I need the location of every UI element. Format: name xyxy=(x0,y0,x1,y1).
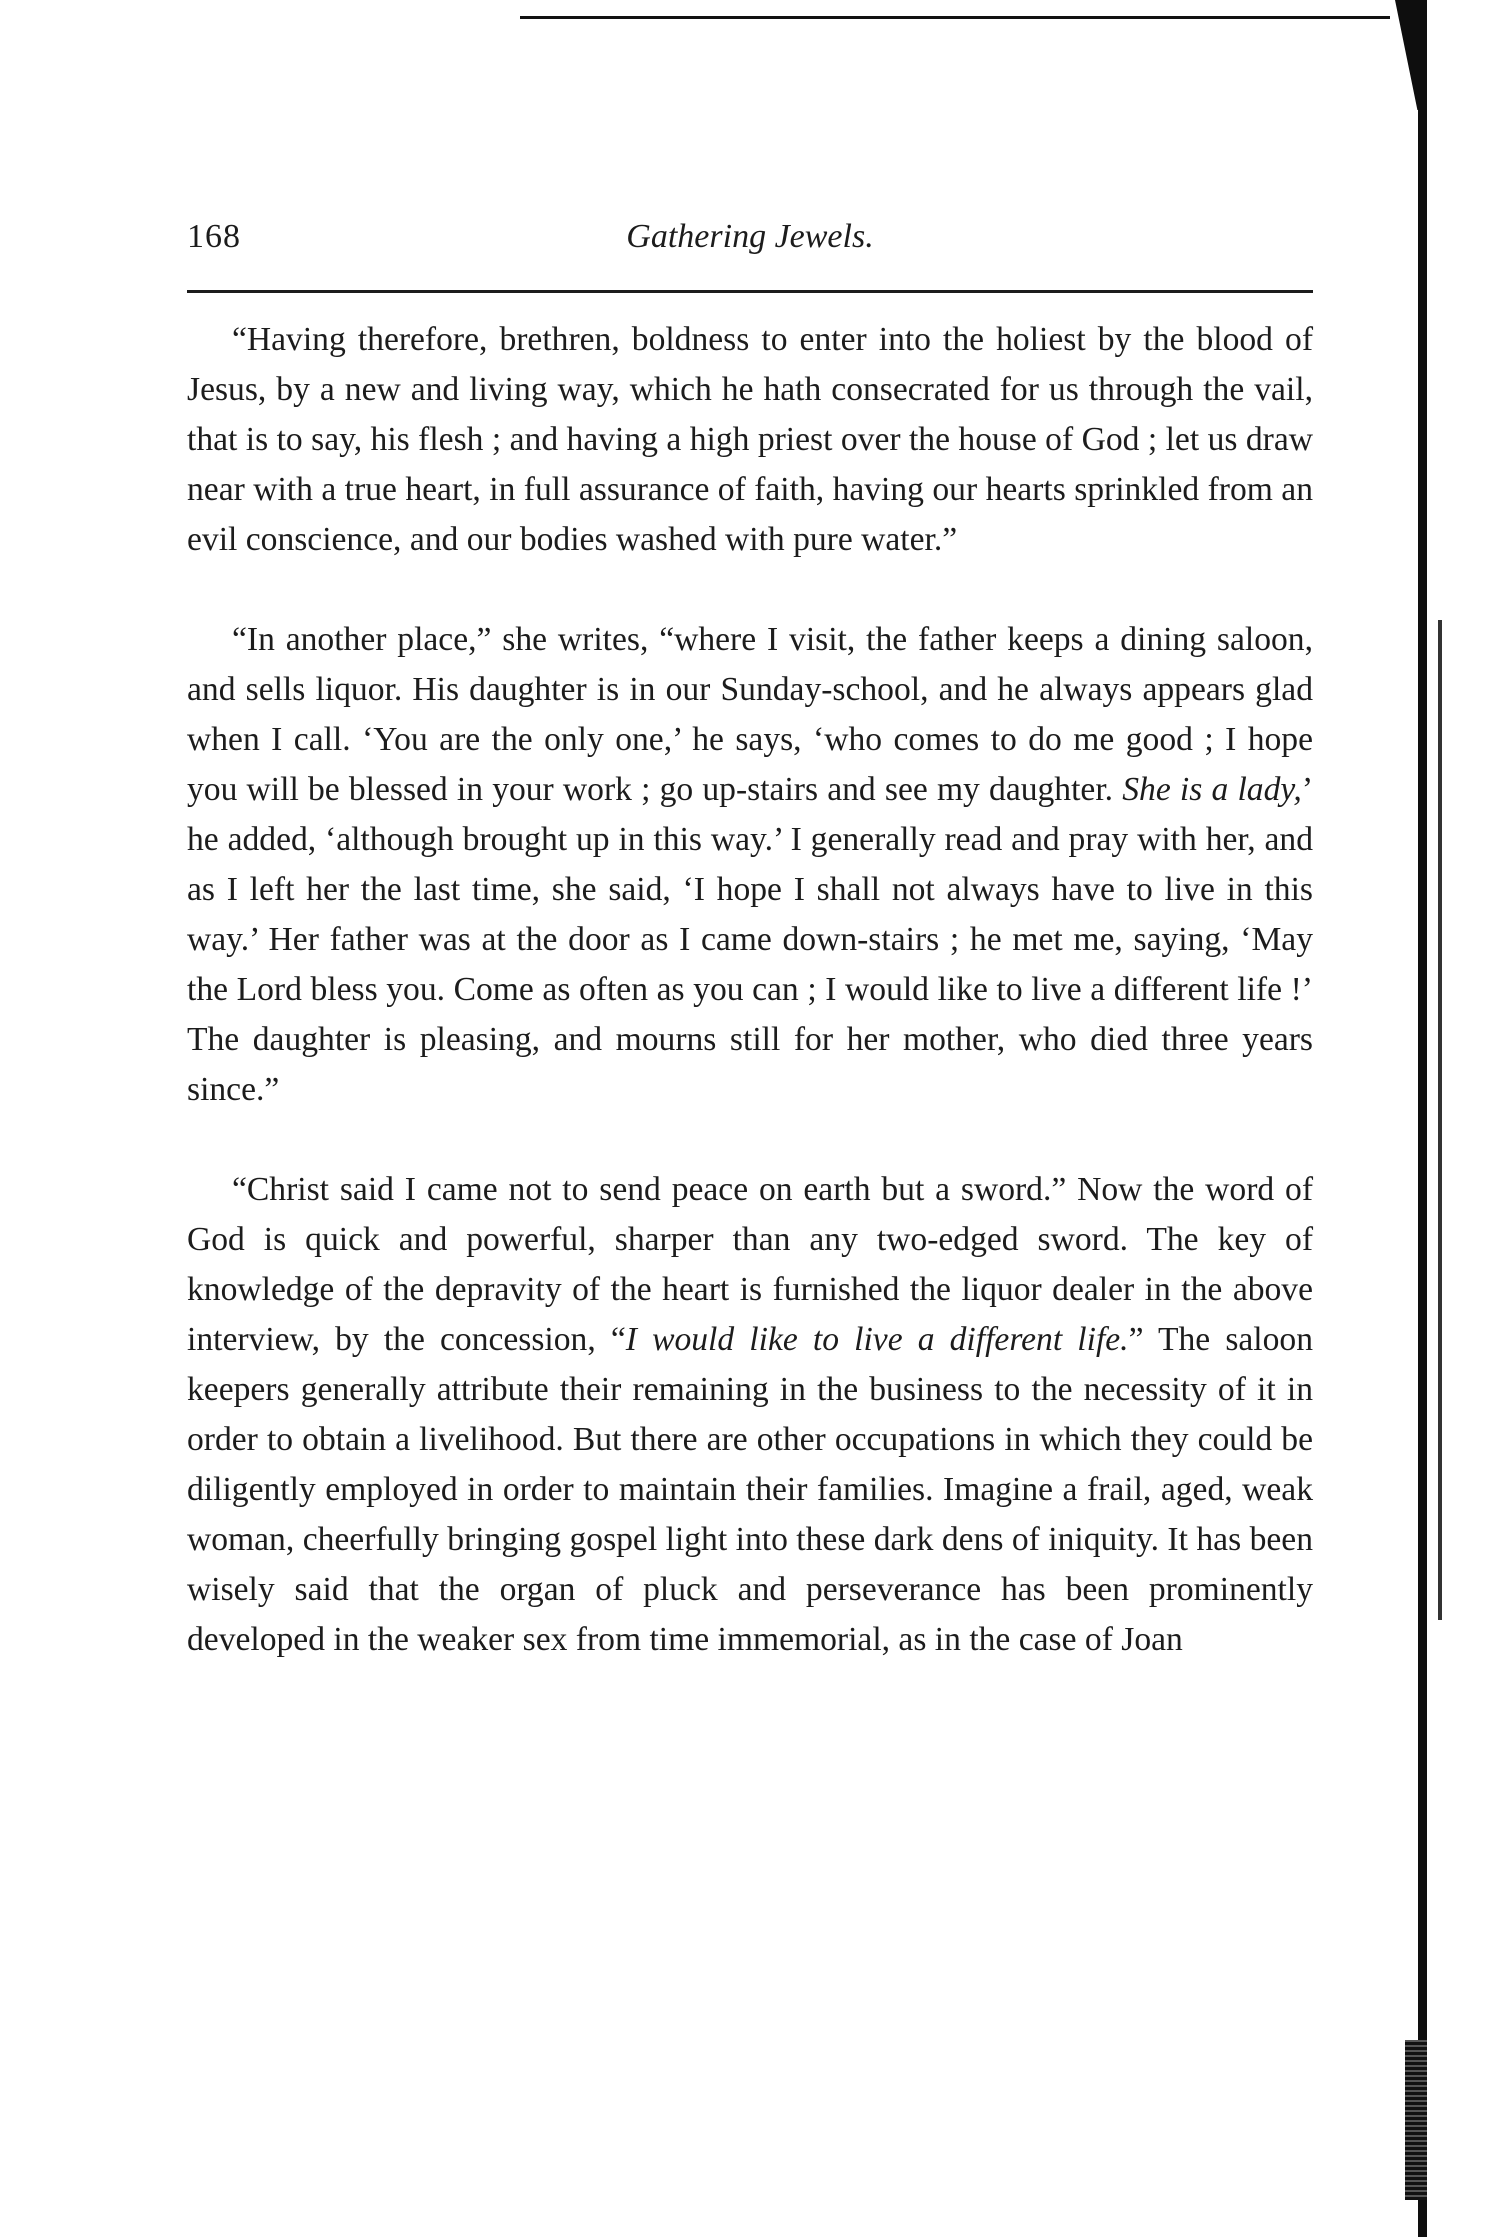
running-head xyxy=(187,218,1313,270)
paragraph-scripture-quote: “Having therefore, brethren, boldness to enter into the holiest by the blood of Jesus, by a new and living way, which he hath consecrated for us through the vail, that is to say, his flesh ; and having a high priest over the house of God ; let us draw near with a true heart, in full assurance of faith, having our hearts sprinkled from an evil conscience, and our bodies washed with pure water.” xyxy=(187,321,1313,558)
scan-page-edge-texture xyxy=(1405,2040,1427,2200)
paragraph-commentary-italic: I would like to live a different life. xyxy=(625,1321,1129,1358)
scan-page-edge-line xyxy=(1438,620,1442,1620)
running-title: Gathering Jewels. xyxy=(626,218,874,255)
scan-binding-shadow xyxy=(1418,0,1427,2237)
paragraph-commentary xyxy=(187,1165,1313,1665)
paragraph-saloon-visit-part1: “In another place,” she writes, “where I visit, the father keeps a dining saloon, and sells liquor. His daughter is in our Sunday-school, and he always appears glad when I call. ‘You are the only one,’ he says, ‘who comes to do me good ; I hope you will be blessed in your work ; go up-stairs and see my daughter. xyxy=(187,621,1313,808)
header-rule xyxy=(187,290,1313,293)
page-number: 168 xyxy=(187,218,241,255)
body-text xyxy=(187,315,1313,1665)
paragraph-commentary-part1: “Christ said I came not to send peace on earth but a sword.” Now the word of God is quick and powerful, sharper than any two-edged sword. The key of knowledge of the depravity of the heart is furnished the liquor dealer in the above interview, by the concession, “ xyxy=(187,1171,1313,1358)
scan-top-rule xyxy=(520,16,1390,19)
paragraph-commentary-part2: ” The saloon keepers generally attribute their remaining in the business to the necessity of it in order to obtain a livelihood. But there are other occupations in which they could be diligently employed in order to maintain their families. Imagine a frail, aged, weak woman, cheerfully bringing gospel light into these dark dens of iniquity. It has been wisely said that the organ of pluck and perseverance has been prominently developed in the weaker sex from time immemorial, as in the case of Joan xyxy=(187,1321,1313,1658)
paragraph-saloon-visit-part2: ’ he added, ‘although brought up in this way.’ I generally read and pray with her, and as I left her the last time, she said, ‘I hope I shall not always have to live in this way.’ Her father was at the door as I came down-stairs ; he met me, saying, ‘May the Lord bless you. Come as often as you can ; I would like to live a different life !’ The daughter is pleasing, and mourns still for her mother, who died three years since.” xyxy=(187,771,1314,1108)
paragraph-saloon-visit xyxy=(187,615,1313,1115)
paragraph-saloon-visit-italic: She is a lady, xyxy=(1122,771,1302,808)
